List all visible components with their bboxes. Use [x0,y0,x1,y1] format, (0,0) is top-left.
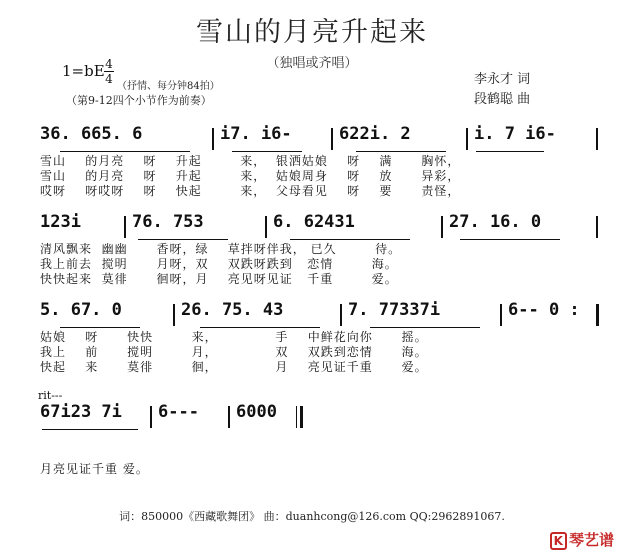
tail-lyric: 月亮见证千重 爱。 [40,462,149,476]
barline [228,406,230,428]
final-barline [300,406,303,428]
tempo-marking: （抒情、每分钟84拍） [117,81,220,92]
barline [296,406,297,428]
lyricist-credit: 李永才 词 [474,72,531,87]
staff-system-4 [0,402,624,436]
barline [340,304,342,326]
barline [596,128,598,150]
beam-underline [476,151,544,152]
ritardando-marking: rit--- [38,389,63,402]
lyric-line: 雪山 的月亮 呀 升起 来， 姑娘周身 呀 放 异彩， [40,169,461,183]
barline [466,128,468,150]
prelude-note: （第9-12四个小节作为前奏） [66,94,212,107]
meter-bottom: 4 [105,72,113,86]
lyric-line: 清风飘来 幽幽 香呀，绿 草拌呀伴我， 已久 待。 [40,242,402,256]
measure: 6--- [158,402,199,422]
measure: 76. 753 [132,212,204,232]
measure: 36. 665. 6 [40,124,143,144]
lyric-line: 姑娘 呀 快快 来， 手 中鲜花向你 摇。 [40,330,428,344]
lyric-line: 哎呀 呀哎呀 呀 快起 来， 父母看见 呀 要 责怪， [40,184,461,198]
measure: i. 7 i6- [474,124,556,144]
site-logo [550,529,614,550]
key-signature: 1=bE [62,62,105,80]
song-title: 雪山的月亮升起来 [196,17,428,48]
barline [212,128,214,150]
barline [331,128,333,150]
beam-underline [460,239,560,240]
repeat-barline [596,304,599,326]
lyric-line: 快快起来 莫徘 徊呀，月 亮见呀见证 千重 爱。 [40,272,398,286]
barline [150,406,152,428]
measure: 67i23 7i [40,402,122,422]
time-signature [104,58,114,85]
barline [500,304,502,326]
measure: 27. 16. 0 [449,212,542,232]
logo-mark-icon: K [550,532,567,550]
barline [124,216,126,238]
song-subtitle: （独唱或齐唱） [266,56,358,71]
lyric-line: 我上前去 搅明 月呀，双 双跌呀跌到 恋情 海。 [40,257,398,271]
measure: i7. i6- [220,124,292,144]
lyric-line: 雪山 的月亮 呀 升起 来， 银洒姑娘 呀 满 胸怀， [40,154,461,168]
lyric-line: 我上 前 搅明 月， 双 双跌到恋情 海。 [40,345,428,359]
measure: 6-- 0 : [508,300,580,320]
logo-text: 琴艺谱 [568,531,614,549]
measure: 6. 62431 [273,212,355,232]
lyric-line: 快起 来 莫徘 徊， 月 亮见证千重 爱。 [40,360,428,374]
measure: 622i. 2 [339,124,411,144]
composer-credit: 段鹤聪 曲 [474,92,531,107]
beam-underline [42,429,138,430]
barline [265,216,267,238]
measure: 5. 67. 0 [40,300,122,320]
barline [173,304,175,326]
barline [441,216,443,238]
barline [596,216,598,238]
measure: 26. 75. 43 [181,300,284,320]
measure: 123i [40,212,81,232]
footer-credit: 词：850000《西藏歌舞团》 曲：duanhcong@126.com QQ:2962891067. [119,510,505,523]
measure: 7. 77337i [348,300,441,320]
measure: 6000 [236,402,277,422]
meter-top: 4 [105,57,113,71]
